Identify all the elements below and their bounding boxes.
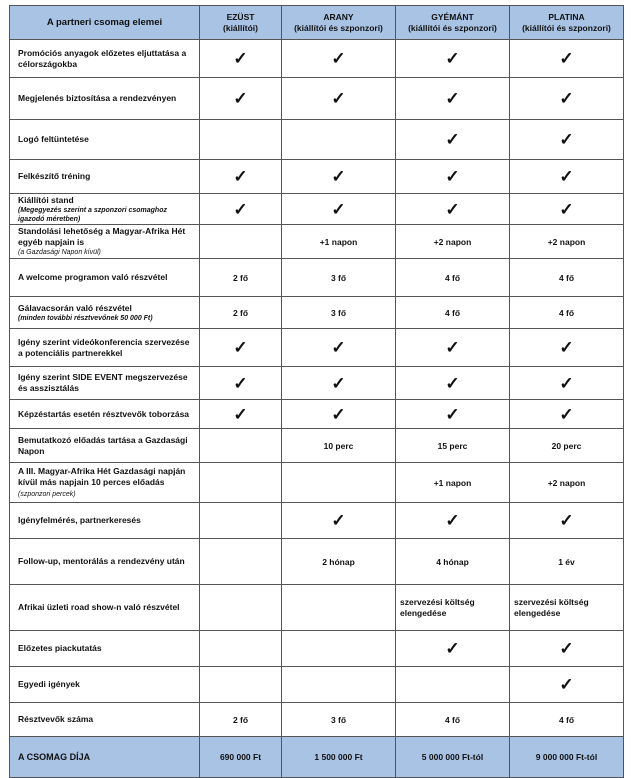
value-cell-arany <box>282 297 396 329</box>
feature-label: Felkészítő tréning <box>18 171 91 181</box>
header-arany-name: ARANY <box>323 11 354 22</box>
feature-note: (minden további résztvevőnek 50 000 Ft) <box>18 314 153 322</box>
partner-package-table <box>9 5 624 778</box>
feature-cell <box>10 631 200 667</box>
header-gyemant <box>396 6 510 40</box>
header-platina-sub: (kiállítói és szponzori) <box>522 22 611 33</box>
value-cell-gyemant <box>396 225 510 259</box>
feature-note: (a Gazdasági Napon kívül) <box>18 249 101 256</box>
value-cell-ezust <box>200 40 282 78</box>
value-cell-platina <box>510 539 624 585</box>
check-icon: ✓ <box>559 167 574 186</box>
table-row <box>10 225 624 259</box>
check-icon: ✓ <box>445 373 460 393</box>
feature-label: Promóciós anyagok előzetes eljuttatása a célországokba <box>18 47 187 69</box>
value-cell-arany <box>282 259 396 297</box>
table-row <box>10 631 624 667</box>
value-cell-arany <box>282 429 396 463</box>
feature-label: Igény szerint videókonferencia szervezése a potenciális partnerekkel <box>18 336 190 358</box>
value-cell-platina <box>510 585 624 631</box>
value-cell-platina <box>510 40 624 78</box>
feature-cell <box>10 667 200 703</box>
table-row <box>10 503 624 539</box>
value-cell-ezust <box>200 703 282 737</box>
feature-note: (szponzori percek) <box>18 490 76 498</box>
value-text: +2 napon <box>433 236 472 247</box>
value-cell-ezust <box>200 194 282 225</box>
table-row <box>10 703 624 737</box>
value-cell-platina <box>510 631 624 667</box>
value-cell-gyemant <box>396 503 510 539</box>
value-cell-ezust <box>200 329 282 367</box>
feature-cell <box>10 329 200 367</box>
table-row <box>10 367 624 400</box>
value-cell-ezust <box>200 631 282 667</box>
feature-cell <box>10 120 200 160</box>
price-arany: 1 500 000 Ft <box>282 737 396 778</box>
feature-cell <box>10 429 200 463</box>
value-text: szervezési költség elengedése <box>400 596 475 618</box>
feature-label: Résztvevők száma <box>18 714 94 724</box>
value-cell-platina <box>510 297 624 329</box>
value-cell-platina <box>510 120 624 160</box>
price-row <box>10 737 624 778</box>
value-cell-ezust <box>200 400 282 429</box>
check-icon: ✓ <box>445 49 460 68</box>
value-cell-arany <box>282 585 396 631</box>
feature-label: Kiállítói stand <box>18 194 74 205</box>
check-icon: ✓ <box>445 511 460 530</box>
value-cell-platina <box>510 429 624 463</box>
table-row <box>10 585 624 631</box>
feature-cell <box>10 400 200 429</box>
value-cell-arany <box>282 194 396 225</box>
table-header-row <box>10 6 624 40</box>
check-icon: ✓ <box>445 167 460 186</box>
value-cell-platina <box>510 463 624 503</box>
header-gyemant-name: GYÉMÁNT <box>431 11 474 22</box>
feature-cell <box>10 539 200 585</box>
value-cell-ezust <box>200 585 282 631</box>
value-text: 2 hónap <box>322 556 355 567</box>
header-gyemant-sub: (kiállítói és szponzori) <box>408 22 497 33</box>
feature-label: Egyedi igények <box>18 679 80 689</box>
feature-cell <box>10 585 200 631</box>
check-icon: ✓ <box>233 167 248 186</box>
feature-cell <box>10 297 200 329</box>
value-cell-gyemant <box>396 703 510 737</box>
check-icon: ✓ <box>445 89 460 108</box>
value-text: 4 fő <box>558 307 575 318</box>
feature-cell <box>10 463 200 503</box>
check-icon: ✓ <box>331 167 346 186</box>
value-cell-arany <box>282 367 396 400</box>
check-icon: ✓ <box>559 199 574 219</box>
feature-label: Bemutatkozó előadás tartása a Gazdasági Napon <box>18 434 188 456</box>
value-cell-gyemant <box>396 329 510 367</box>
value-cell-ezust <box>200 120 282 160</box>
value-cell-gyemant <box>396 667 510 703</box>
check-icon: ✓ <box>559 675 574 694</box>
price-label: A CSOMAG DÍJA <box>10 737 200 778</box>
header-ezust-name: EZÜST <box>226 11 255 22</box>
price-gyemant: 5 000 000 Ft-tól <box>396 737 510 778</box>
table-row <box>10 463 624 503</box>
check-icon: ✓ <box>559 511 574 530</box>
header-platina-name: PLATINA <box>548 11 585 22</box>
value-cell-ezust <box>200 463 282 503</box>
feature-cell <box>10 367 200 400</box>
feature-label: Afrikai üzleti road show-n való részvétel <box>18 602 180 612</box>
check-icon: ✓ <box>331 373 346 393</box>
table-row <box>10 400 624 429</box>
value-cell-platina <box>510 703 624 737</box>
feature-label: A welcome programon való részvétel <box>18 272 168 282</box>
value-text: +2 napon <box>547 477 586 488</box>
value-cell-arany <box>282 503 396 539</box>
check-icon: ✓ <box>445 199 460 219</box>
value-text: 4 fő <box>558 272 575 283</box>
check-icon: ✓ <box>331 49 346 68</box>
table-row <box>10 667 624 703</box>
check-icon: ✓ <box>559 49 574 68</box>
value-cell-ezust <box>200 539 282 585</box>
table-row <box>10 40 624 78</box>
value-text: 15 perc <box>437 440 468 451</box>
feature-label: Előzetes piackutatás <box>18 643 102 653</box>
check-icon: ✓ <box>559 404 574 424</box>
value-cell-arany <box>282 703 396 737</box>
header-arany <box>282 6 396 40</box>
value-text: 4 fő <box>558 714 575 725</box>
feature-cell <box>10 703 200 737</box>
value-cell-gyemant <box>396 631 510 667</box>
value-text: 4 hónap <box>436 556 469 567</box>
table-row <box>10 194 624 225</box>
header-arany-sub: (kiállítói és szponzori) <box>294 22 383 33</box>
check-icon: ✓ <box>331 404 346 424</box>
value-cell-gyemant <box>396 297 510 329</box>
value-cell-platina <box>510 329 624 367</box>
feature-cell <box>10 40 200 78</box>
value-cell-ezust <box>200 259 282 297</box>
table-row <box>10 539 624 585</box>
table-row <box>10 160 624 194</box>
header-ezust-sub: (kiállítói) <box>223 22 258 33</box>
value-text: szervezési költség elengedése <box>514 596 589 618</box>
price-ezust: 690 000 Ft <box>200 737 282 778</box>
value-cell-platina <box>510 259 624 297</box>
value-cell-platina <box>510 667 624 703</box>
value-cell-gyemant <box>396 367 510 400</box>
value-cell-gyemant <box>396 78 510 120</box>
table-row <box>10 78 624 120</box>
check-icon: ✓ <box>331 511 346 530</box>
check-icon: ✓ <box>233 338 248 357</box>
check-icon: ✓ <box>559 130 574 149</box>
feature-cell <box>10 160 200 194</box>
feature-label: A III. Magyar-Afrika Hét Gazdasági napján kívül más napjain 10 perces előadás <box>18 465 186 487</box>
value-cell-platina <box>510 400 624 429</box>
value-cell-ezust <box>200 503 282 539</box>
feature-cell <box>10 503 200 539</box>
header-feature: A partneri csomag elemei <box>10 6 200 40</box>
value-cell-arany <box>282 120 396 160</box>
check-icon: ✓ <box>233 404 248 424</box>
header-platina <box>510 6 624 40</box>
feature-cell <box>10 194 200 225</box>
value-cell-gyemant <box>396 120 510 160</box>
value-text: 10 perc <box>323 440 354 451</box>
value-text: +2 napon <box>547 236 586 247</box>
value-cell-platina <box>510 225 624 259</box>
check-icon: ✓ <box>445 404 460 424</box>
value-text: 20 perc <box>551 440 582 451</box>
value-text: 2 fő <box>232 714 249 725</box>
value-text: 1 év <box>558 556 575 567</box>
feature-cell <box>10 259 200 297</box>
table-row <box>10 259 624 297</box>
value-cell-arany <box>282 225 396 259</box>
value-text: 3 fő <box>330 714 347 725</box>
feature-label: Képzéstartás esetén résztvevők toborzása <box>18 408 190 419</box>
feature-label: Standolási lehetőség a Magyar-Afrika Hét egyéb napjain is <box>18 226 186 247</box>
feature-label: Igényfelmérés, partnerkeresés <box>18 515 141 525</box>
value-text: 4 fő <box>444 307 461 318</box>
value-text: 3 fő <box>330 307 347 318</box>
value-text: +1 napon <box>433 477 472 488</box>
value-cell-platina <box>510 78 624 120</box>
check-icon: ✓ <box>445 639 460 658</box>
value-cell-arany <box>282 78 396 120</box>
value-text: +1 napon <box>319 236 358 247</box>
table-row <box>10 429 624 463</box>
feature-label: Megjelenés biztosítása a rendezvényen <box>18 93 177 103</box>
value-cell-platina <box>510 194 624 225</box>
value-cell-arany <box>282 160 396 194</box>
value-cell-gyemant <box>396 259 510 297</box>
check-icon: ✓ <box>233 373 248 393</box>
value-text: 2 fő <box>232 272 249 283</box>
value-cell-arany <box>282 463 396 503</box>
check-icon: ✓ <box>331 338 346 357</box>
check-icon: ✓ <box>233 89 248 108</box>
check-icon: ✓ <box>233 199 248 219</box>
check-icon: ✓ <box>559 639 574 658</box>
value-cell-platina <box>510 160 624 194</box>
value-cell-ezust <box>200 78 282 120</box>
value-cell-arany <box>282 631 396 667</box>
feature-label: Logó feltüntetése <box>18 134 89 144</box>
check-icon: ✓ <box>559 373 574 393</box>
check-icon: ✓ <box>445 130 460 149</box>
check-icon: ✓ <box>445 338 460 357</box>
check-icon: ✓ <box>331 199 346 219</box>
feature-label: Follow-up, mentorálás a rendezvény után <box>18 556 185 566</box>
value-text: 4 fő <box>444 714 461 725</box>
value-cell-arany <box>282 667 396 703</box>
value-cell-ezust <box>200 367 282 400</box>
value-cell-arany <box>282 329 396 367</box>
check-icon: ✓ <box>559 338 574 357</box>
value-text: 3 fő <box>330 272 347 283</box>
price-platina: 9 000 000 Ft-tól <box>510 737 624 778</box>
value-cell-gyemant <box>396 40 510 78</box>
value-cell-ezust <box>200 667 282 703</box>
value-cell-ezust <box>200 225 282 259</box>
check-icon: ✓ <box>233 49 248 68</box>
value-cell-gyemant <box>396 539 510 585</box>
feature-cell <box>10 225 200 259</box>
table-row <box>10 297 624 329</box>
check-icon: ✓ <box>331 89 346 108</box>
value-cell-platina <box>510 503 624 539</box>
package-table-container <box>9 5 624 778</box>
table-body <box>10 40 624 737</box>
value-text: 2 fő <box>232 307 249 318</box>
table-row <box>10 120 624 160</box>
value-cell-gyemant <box>396 429 510 463</box>
value-cell-gyemant <box>396 194 510 225</box>
value-cell-platina <box>510 367 624 400</box>
feature-cell <box>10 78 200 120</box>
check-icon: ✓ <box>559 89 574 108</box>
value-cell-gyemant <box>396 400 510 429</box>
value-cell-arany <box>282 400 396 429</box>
value-cell-ezust <box>200 429 282 463</box>
value-cell-gyemant <box>396 160 510 194</box>
feature-label: Igény szerint SIDE EVENT megszervezése és asszisztálás <box>18 372 188 393</box>
value-cell-ezust <box>200 160 282 194</box>
value-text: 4 fő <box>444 272 461 283</box>
feature-label: Gálavacsorán való részvétel <box>18 302 132 313</box>
value-cell-gyemant <box>396 463 510 503</box>
header-ezust <box>200 6 282 40</box>
value-cell-arany <box>282 40 396 78</box>
value-cell-ezust <box>200 297 282 329</box>
feature-note: (Megegyezés szerint a szponzori csomaghoz igazodó méretben) <box>18 206 167 223</box>
table-row <box>10 329 624 367</box>
value-cell-arany <box>282 539 396 585</box>
value-cell-gyemant <box>396 585 510 631</box>
